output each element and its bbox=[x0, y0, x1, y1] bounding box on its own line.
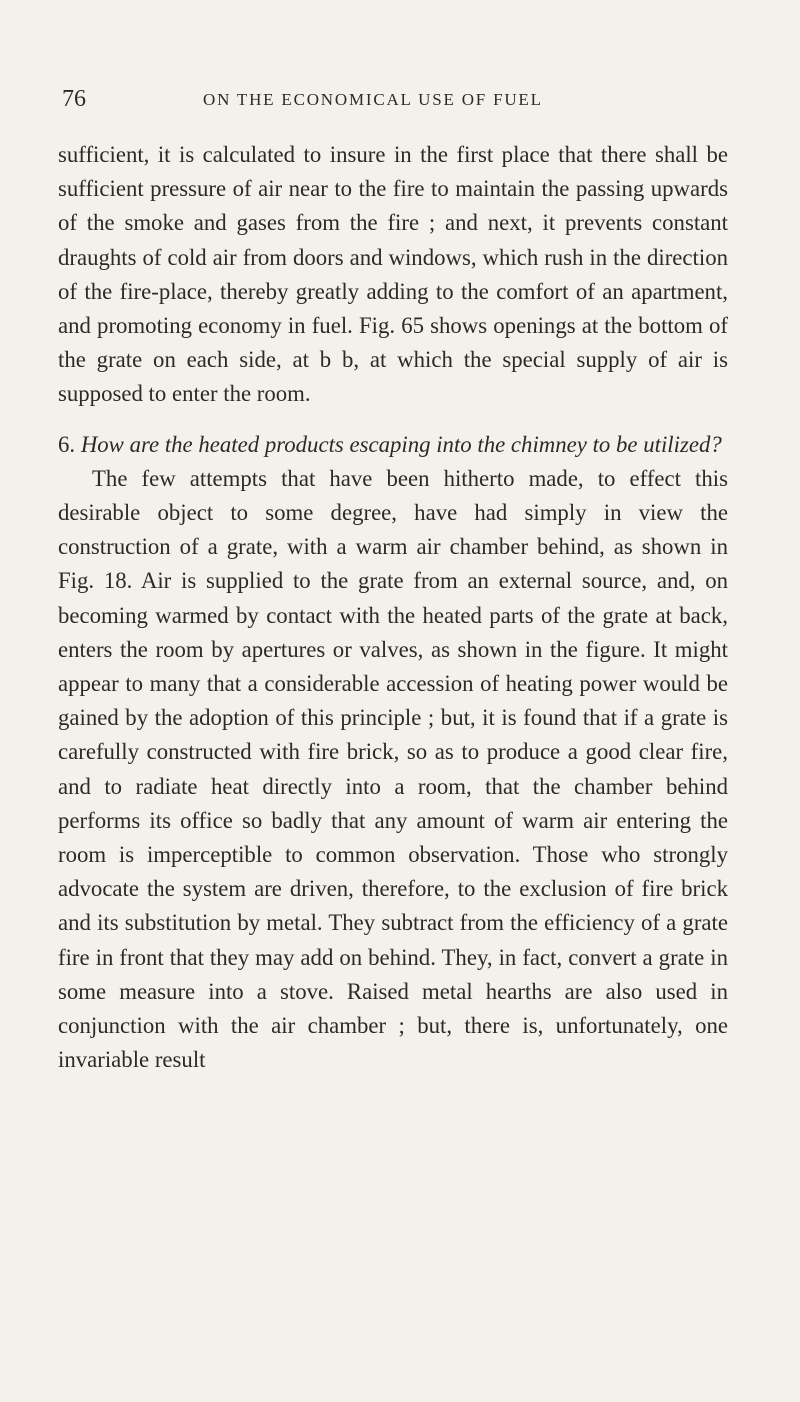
paragraph-continuation: sufficient, it is calculated to insure in the first place that there shall be sufficient pressure of air near to the fire to maintain the passing upwards of the smoke and gases from the fire ; and next, it prevents constant draughts of cold air from doors and windows, which rush in the direction of the fire-place, thereby greatly adding to the comfort of an apartment, and promoting economy in fuel. Fig. 65 shows openings at the bottom of the grate on each side, at b b, at which the special supply of air is supposed to enter the room. bbox=[58, 142, 728, 407]
body-text bbox=[58, 138, 728, 1077]
running-head bbox=[58, 86, 742, 116]
running-title: ON THE ECONOMICAL USE OF FUEL bbox=[203, 90, 543, 109]
paragraph-main: The few attempts that have been hitherto made, to effect this desirable object to some degree, have had simply in view the construction of a grate, with a warm air chamber behind, as shown in Fig. 18. Air is supplied to the grate from an external source, and, on becoming warmed by contact with the heated parts of the grate at back, enters the room by apertures or valves, as shown in the figure. It might appear to many that a considerable accession of heating power would be gained by the adoption of this principle ; but, it is found that if a grate is carefully constructed with fire brick, so as to produce a good clear fire, and to radiate heat directly into a room, that the chamber behind performs its office so badly that any amount of warm air entering the room is imperceptible to common observation. Those who strongly advocate the system are driven, therefore, to the exclusion of fire brick and its substitution by metal. They subtract from the efficiency of a grate fire in front that they may add on behind. They, in fact, convert a grate in some measure into a stove. Raised metal hearths are also used in conjunction with the air chamber ; but, there is, unfortunately, one invariable result bbox=[58, 465, 728, 1073]
section-heading bbox=[58, 428, 728, 462]
page-number: 76 bbox=[62, 86, 86, 112]
section-heading-text: How are the heated products escaping into the chimney to be utilized? bbox=[80, 431, 722, 457]
section-number: 6. bbox=[58, 431, 76, 457]
